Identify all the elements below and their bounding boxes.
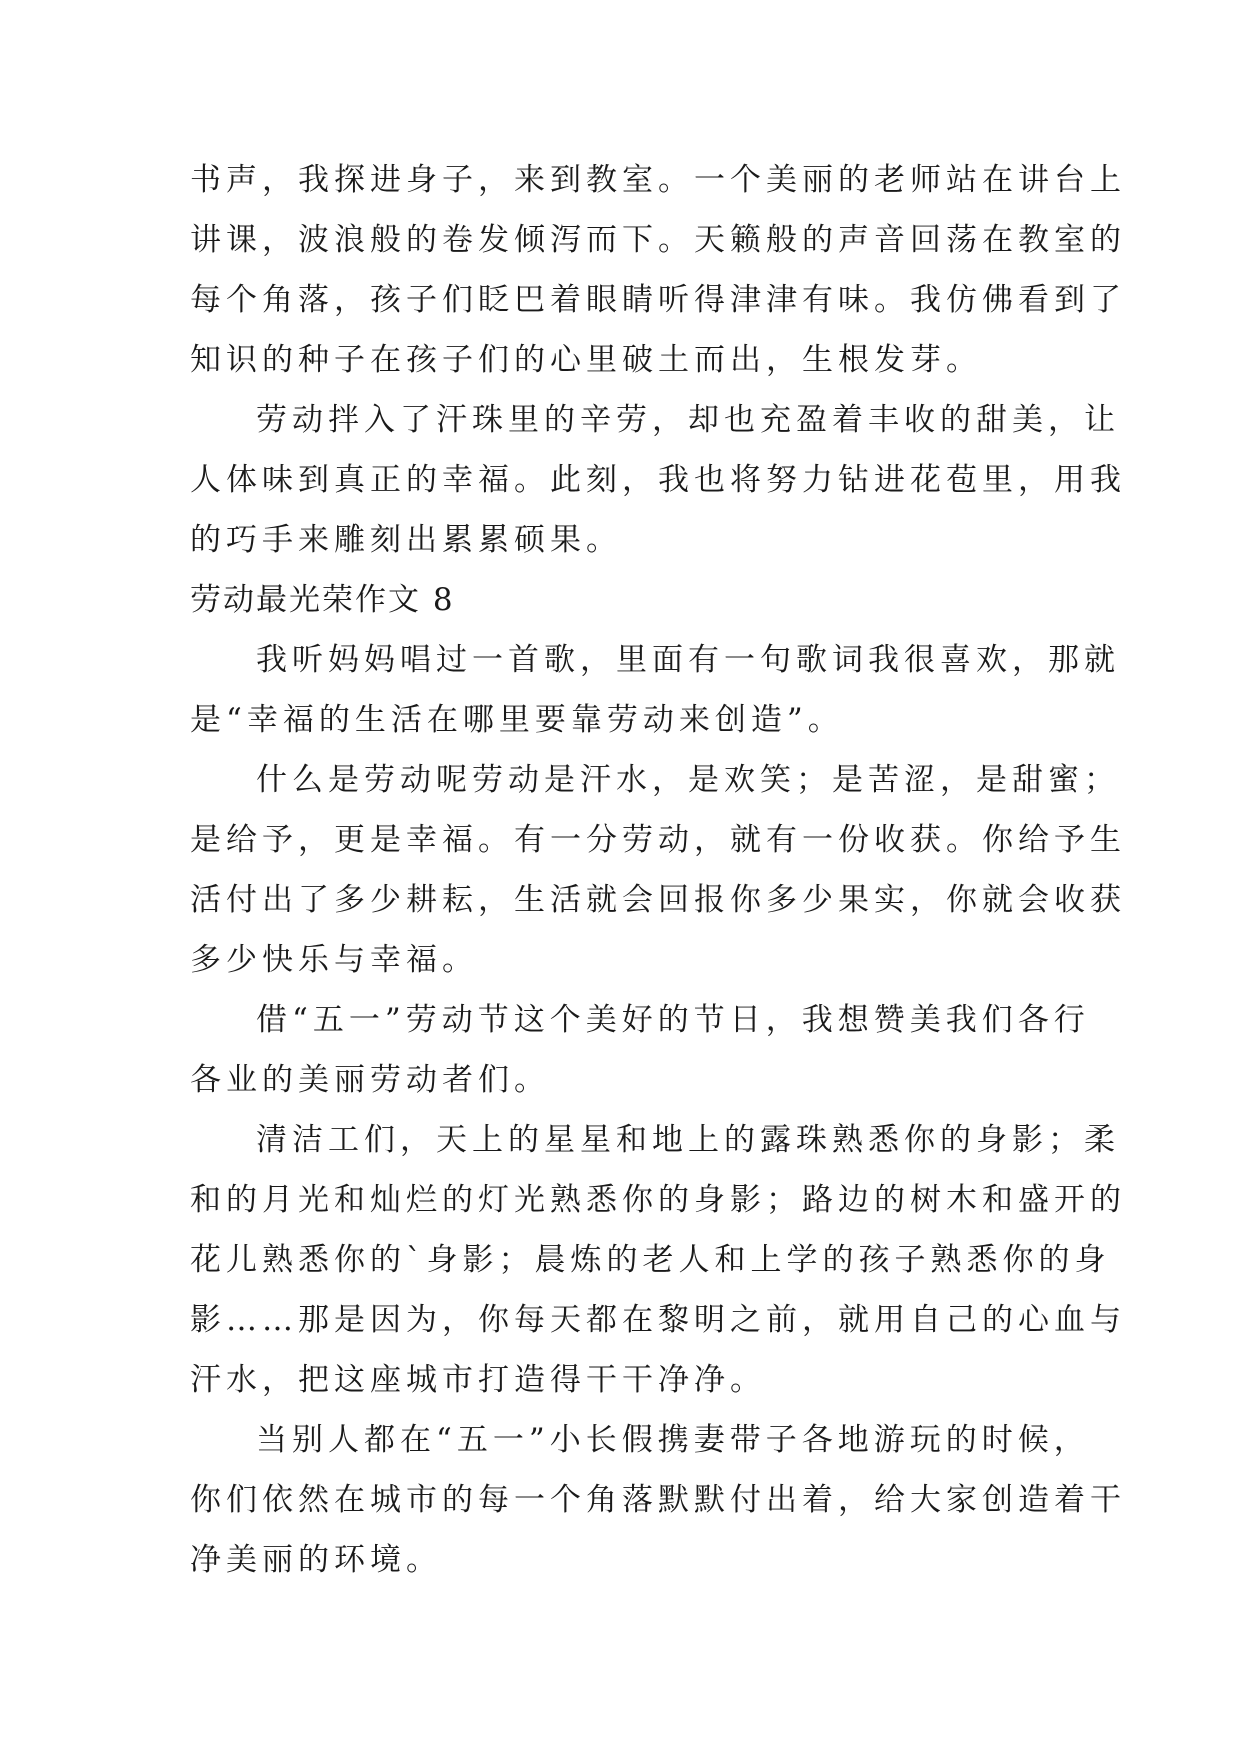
text-line: 的巧手来雕刻出累累硕果。: [190, 522, 622, 558]
paragraph-first-line: 借“五一”劳动节这个美好的节日，我想赞美我们各行: [256, 1002, 1090, 1038]
text-line: 是“幸福的生活在哪里要靠劳动来创造”。: [190, 702, 844, 738]
document-page: [190, 150, 1126, 1590]
text-line: 和的月光和灿烂的灯光熟悉你的身影；路边的树木和盛开的: [190, 1182, 1126, 1218]
paragraph-first-line: 什么是劳动呢劳动是汗水，是欢笑；是苦涩，是甜蜜；: [256, 762, 1120, 798]
paragraph-first-line: 当别人都在“五一”小长假携妻带子各地游玩的时候，: [256, 1422, 1090, 1458]
text-line: 多少快乐与幸福。: [190, 942, 478, 978]
text-line: 花儿熟悉你的`身影；晨炼的老人和上学的孩子熟悉你的身: [190, 1242, 1111, 1278]
text-line: 人体味到真正的幸福。此刻，我也将努力钻进花苞里，用我: [190, 462, 1126, 498]
text-line: 净美丽的环境。: [190, 1542, 442, 1578]
section-heading: 劳动最光荣作文 8: [190, 582, 455, 618]
text-line: 活付出了多少耕耘，生活就会回报你多少果实，你就会收获: [190, 882, 1126, 918]
text-line: 每个角落，孩子们眨巴着眼睛听得津津有味。我仿佛看到了: [190, 282, 1126, 318]
text-line: 各业的美丽劳动者们。: [190, 1062, 550, 1098]
text-line: 是给予，更是幸福。有一分劳动，就有一份收获。你给予生: [190, 822, 1126, 858]
paragraph-first-line: 清洁工们，天上的星星和地上的露珠熟悉你的身影；柔: [256, 1122, 1120, 1158]
text-line: 汗水，把这座城市打造得干干净净。: [190, 1362, 766, 1398]
text-line: 书声，我探进身子，来到教室。一个美丽的老师站在讲台上: [190, 162, 1126, 198]
text-line: 知识的种子在孩子们的心里破土而出，生根发芽。: [190, 342, 982, 378]
text-line: 你们依然在城市的每一个角落默默付出着，给大家创造着干: [190, 1482, 1126, 1518]
text-line: 影……那是因为，你每天都在黎明之前，就用自己的心血与: [190, 1302, 1126, 1338]
paragraph-first-line: 劳动拌入了汗珠里的辛劳，却也充盈着丰收的甜美，让: [256, 402, 1120, 438]
paragraph-first-line: 我听妈妈唱过一首歌，里面有一句歌词我很喜欢，那就: [256, 642, 1120, 678]
text-line: 讲课，波浪般的卷发倾泻而下。天籁般的声音回荡在教室的: [190, 222, 1126, 258]
